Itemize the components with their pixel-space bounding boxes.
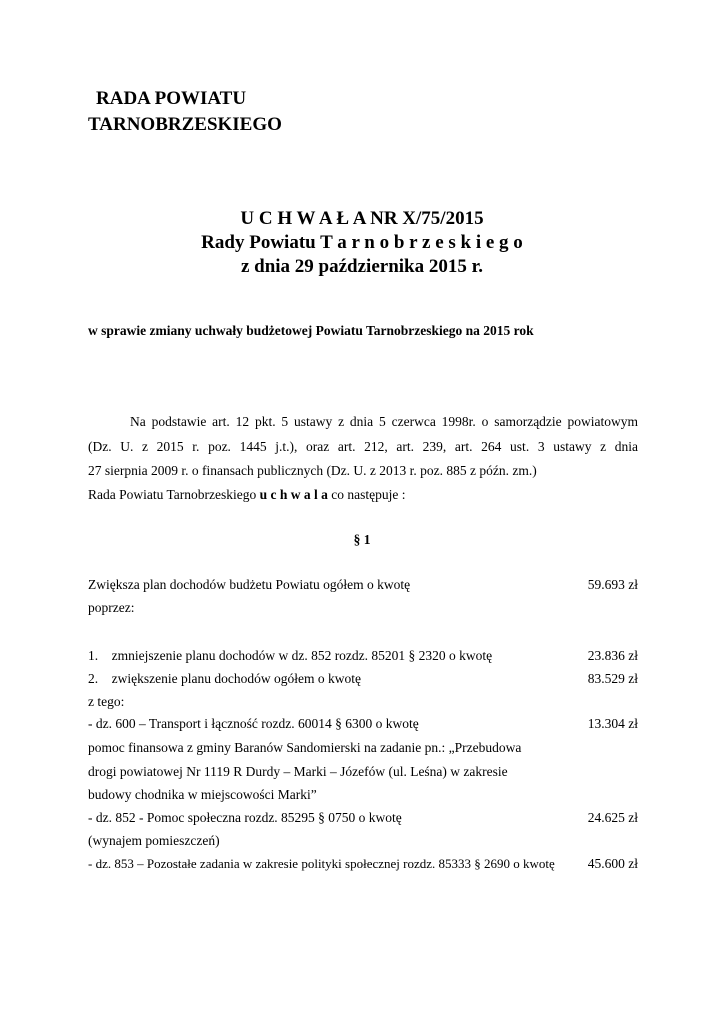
resolves-word: u c h w a l a [259, 487, 328, 502]
increase-amount: 59.693 zł [587, 577, 638, 592]
d852-label: - dz. 852 - Pomoc społeczna rozdz. 85295 § 0750 o kwotę [88, 810, 402, 825]
d853-row [88, 856, 638, 872]
d852-amount: 24.625 zł [587, 810, 638, 825]
preamble-line-4-suffix: co następuje : [327, 487, 406, 502]
d600-description-2: drogi powiatowej Nr 1119 R Durdy – Marki – Józefów (ul. Leśna) w zakresie [88, 764, 508, 779]
preamble-line-3: 27 sierpnia 2009 r. o finansach publicznych (Dz. U. z 2013 r. poz. 885 z późn. zm.) [88, 463, 537, 478]
d600-row [88, 716, 638, 732]
item-1-label: 1. zmniejszenie planu dochodów w dz. 852 rozdz. 85201 § 2320 o kwotę [88, 648, 493, 663]
d600-amount: 13.304 zł [587, 716, 638, 731]
item-2-label: 2. zwiększenie planu dochodów ogółem o kwotę [88, 671, 361, 686]
item-1-row [88, 648, 638, 664]
d600-description-3: budowy chodnika w miejscowości Marki” [88, 787, 317, 802]
council-name-line2: TARNOBRZESKIEGO [88, 114, 282, 135]
increase-label: Zwiększa plan dochodów budżetu Powiatu ogółem o kwotę [88, 577, 411, 592]
resolution-council: Rady Powiatu T a r n o b r z e s k i e g o [201, 232, 523, 253]
d600-description-1: pomoc finansowa z gminy Baranów Sandomierski na zadanie pn.: „Przebudowa [88, 740, 522, 755]
preamble-line-4 [88, 487, 406, 503]
increase-row [88, 577, 638, 593]
through-label: poprzez: [88, 600, 135, 615]
d600-label: - dz. 600 – Transport i łączność rozdz. 60014 § 6300 o kwotę [88, 716, 419, 731]
item-2-amount: 83.529 zł [587, 671, 638, 686]
preamble-line-1: Na podstawie art. 12 pkt. 5 ustawy z dnia 5 czerwca 1998r. o samorządzie powiatowym [130, 414, 638, 429]
d853-label: - dz. 853 – Pozostałe zadania w zakresie polityki społecznej rozdz. 85333 § 2690 o kwotę [88, 856, 555, 871]
resolution-subject: w sprawie zmiany uchwały budżetowej Powiatu Tarnobrzeskiego na 2015 rok [88, 323, 534, 338]
of-which-label: z tego: [88, 694, 125, 709]
council-name-line1: RADA POWIATU [96, 88, 247, 109]
d852-description: (wynajem pomieszczeń) [88, 833, 220, 848]
section-1-heading: § 1 [353, 532, 371, 547]
d852-row [88, 810, 638, 826]
item-1-amount: 23.836 zł [587, 648, 638, 663]
resolution-date: z dnia 29 października 2015 r. [240, 256, 484, 277]
resolution-number: U C H W A Ł A NR X/75/2015 [240, 208, 484, 229]
preamble-line-4-prefix: Rada Powiatu Tarnobrzeskiego [88, 487, 260, 502]
preamble-line-2: (Dz. U. z 2015 r. poz. 1445 j.t.), oraz art. 212, art. 239, art. 264 ust. 3 ustawy z dnia [88, 439, 638, 454]
d853-amount: 45.600 zł [587, 856, 638, 871]
item-2-row [88, 671, 638, 687]
